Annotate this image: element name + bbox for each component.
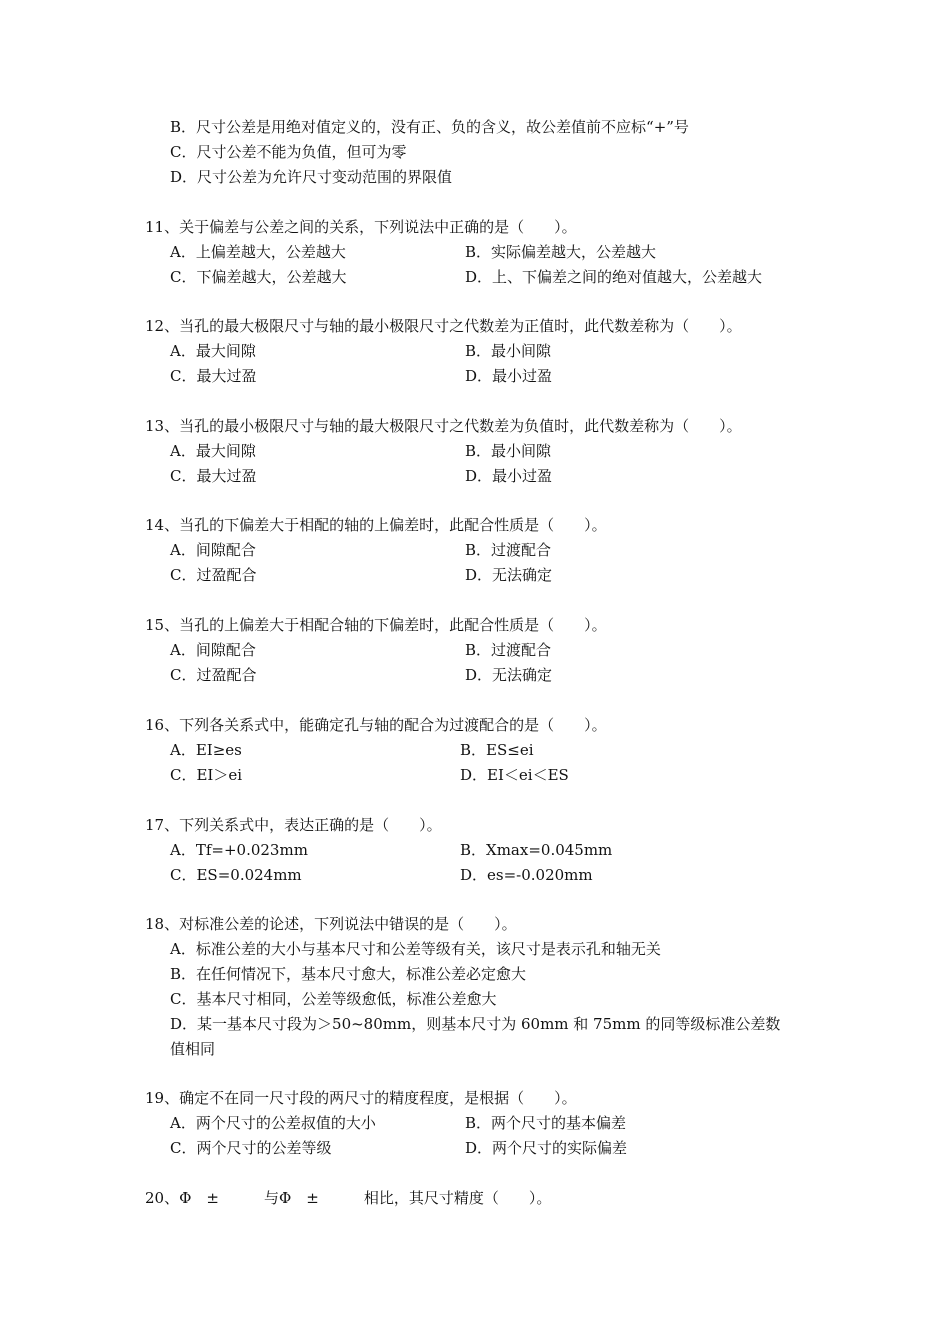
q11-option-d: D．上、下偏差之间的绝对值越大，公差越大 bbox=[465, 268, 763, 286]
q13-stem: 13、当孔的最小极限尺寸与轴的最大极限尺寸之代数差为负值时，此代数差称为（ ）。 bbox=[145, 417, 742, 435]
q13-option-c: C．最大过盈 bbox=[170, 467, 257, 485]
q14-stem: 14、当孔的下偏差大于相配的轴的上偏差时，此配合性质是（ ）。 bbox=[145, 516, 607, 534]
q18-option-b: B．在任何情况下，基本尺寸愈大，标准公差必定愈大 bbox=[170, 965, 527, 983]
q19-stem: 19、确定不在同一尺寸段的两尺寸的精度程度，是根据（ ）。 bbox=[145, 1089, 577, 1107]
q17-option-b: B．Xmax=0.045mm bbox=[460, 841, 613, 859]
q17-option-a: A．Tf=+0.023mm bbox=[170, 841, 308, 859]
q13-option-d: D．最小过盈 bbox=[465, 467, 553, 485]
q12-option-c: C．最大过盈 bbox=[170, 367, 257, 385]
q14-option-d: D．无法确定 bbox=[465, 566, 553, 584]
q19-option-a: A．两个尺寸的公差叔值的大小 bbox=[170, 1114, 376, 1132]
q15-option-d: D．无法确定 bbox=[465, 666, 553, 684]
q19-option-b: B．两个尺寸的基本偏差 bbox=[465, 1114, 627, 1132]
q11-option-b: B．实际偏差越大，公差越大 bbox=[465, 243, 657, 261]
q15-stem: 15、当孔的上偏差大于相配合轴的下偏差时，此配合性质是（ ）。 bbox=[145, 616, 607, 634]
q16-stem: 16、下列各关系式中，能确定孔与轴的配合为过渡配合的是（ ）。 bbox=[145, 716, 607, 734]
q18-option-d-continuation: 值相同 bbox=[170, 1040, 216, 1058]
q11-option-c: C．下偏差越大，公差越大 bbox=[170, 268, 347, 286]
q19-option-d: D．两个尺寸的实际偏差 bbox=[465, 1139, 628, 1157]
q13-option-a: A．最大间隙 bbox=[170, 442, 256, 460]
q14-option-a: A．间隙配合 bbox=[170, 541, 256, 559]
q14-option-c: C．过盈配合 bbox=[170, 566, 257, 584]
q20-stem: 20、Φ ± 与Φ ± 相比，其尺寸精度（ ）。 bbox=[145, 1189, 552, 1207]
q17-stem: 17、下列关系式中，表达正确的是（ ）。 bbox=[145, 816, 442, 834]
q10-option-c: C．尺寸公差不能为负值，但可为零 bbox=[170, 143, 407, 161]
q17-option-c: C．ES=0.024mm bbox=[170, 866, 302, 884]
q15-option-a: A．间隙配合 bbox=[170, 641, 256, 659]
q12-option-d: D．最小过盈 bbox=[465, 367, 553, 385]
q16-option-b: B．ES≤ei bbox=[460, 741, 534, 759]
q12-stem: 12、当孔的最大极限尺寸与轴的最小极限尺寸之代数差为正值时，此代数差称为（ ）。 bbox=[145, 317, 742, 335]
q10-option-b: B．尺寸公差是用绝对值定义的，没有正、负的含义，故公差值前不应标“+”号 bbox=[170, 118, 689, 136]
q18-option-c: C．基本尺寸相同，公差等级愈低，标准公差愈大 bbox=[170, 990, 497, 1008]
q11-stem: 11、关于偏差与公差之间的关系，下列说法中正确的是（ ）。 bbox=[145, 218, 577, 236]
q18-option-a: A．标准公差的大小与基本尺寸和公差等级有关，该尺寸是表示孔和轴无关 bbox=[170, 940, 661, 958]
q18-stem: 18、对标准公差的论述，下列说法中错误的是（ ）。 bbox=[145, 915, 517, 933]
q14-option-b: B．过渡配合 bbox=[465, 541, 552, 559]
q18-option-d: D．某一基本尺寸段为＞50~80mm，则基本尺寸为 60mm 和 75mm 的同等级标准公差数 bbox=[170, 1015, 781, 1033]
q17-option-d: D．es=-0.020mm bbox=[460, 866, 593, 884]
q16-option-c: C．EI＞ei bbox=[170, 766, 243, 784]
q15-option-b: B．过渡配合 bbox=[465, 641, 552, 659]
q16-option-a: A．EI≥es bbox=[170, 741, 242, 759]
q12-option-a: A．最大间隙 bbox=[170, 342, 256, 360]
q13-option-b: B．最小间隙 bbox=[465, 442, 552, 460]
q10-option-d: D．尺寸公差为允许尺寸变动范围的界限值 bbox=[170, 168, 453, 186]
q15-option-c: C．过盈配合 bbox=[170, 666, 257, 684]
q11-option-a: A．上偏差越大，公差越大 bbox=[170, 243, 346, 261]
q16-option-d: D．EI＜ei＜ES bbox=[460, 766, 569, 784]
q12-option-b: B．最小间隙 bbox=[465, 342, 552, 360]
q19-option-c: C．两个尺寸的公差等级 bbox=[170, 1139, 332, 1157]
